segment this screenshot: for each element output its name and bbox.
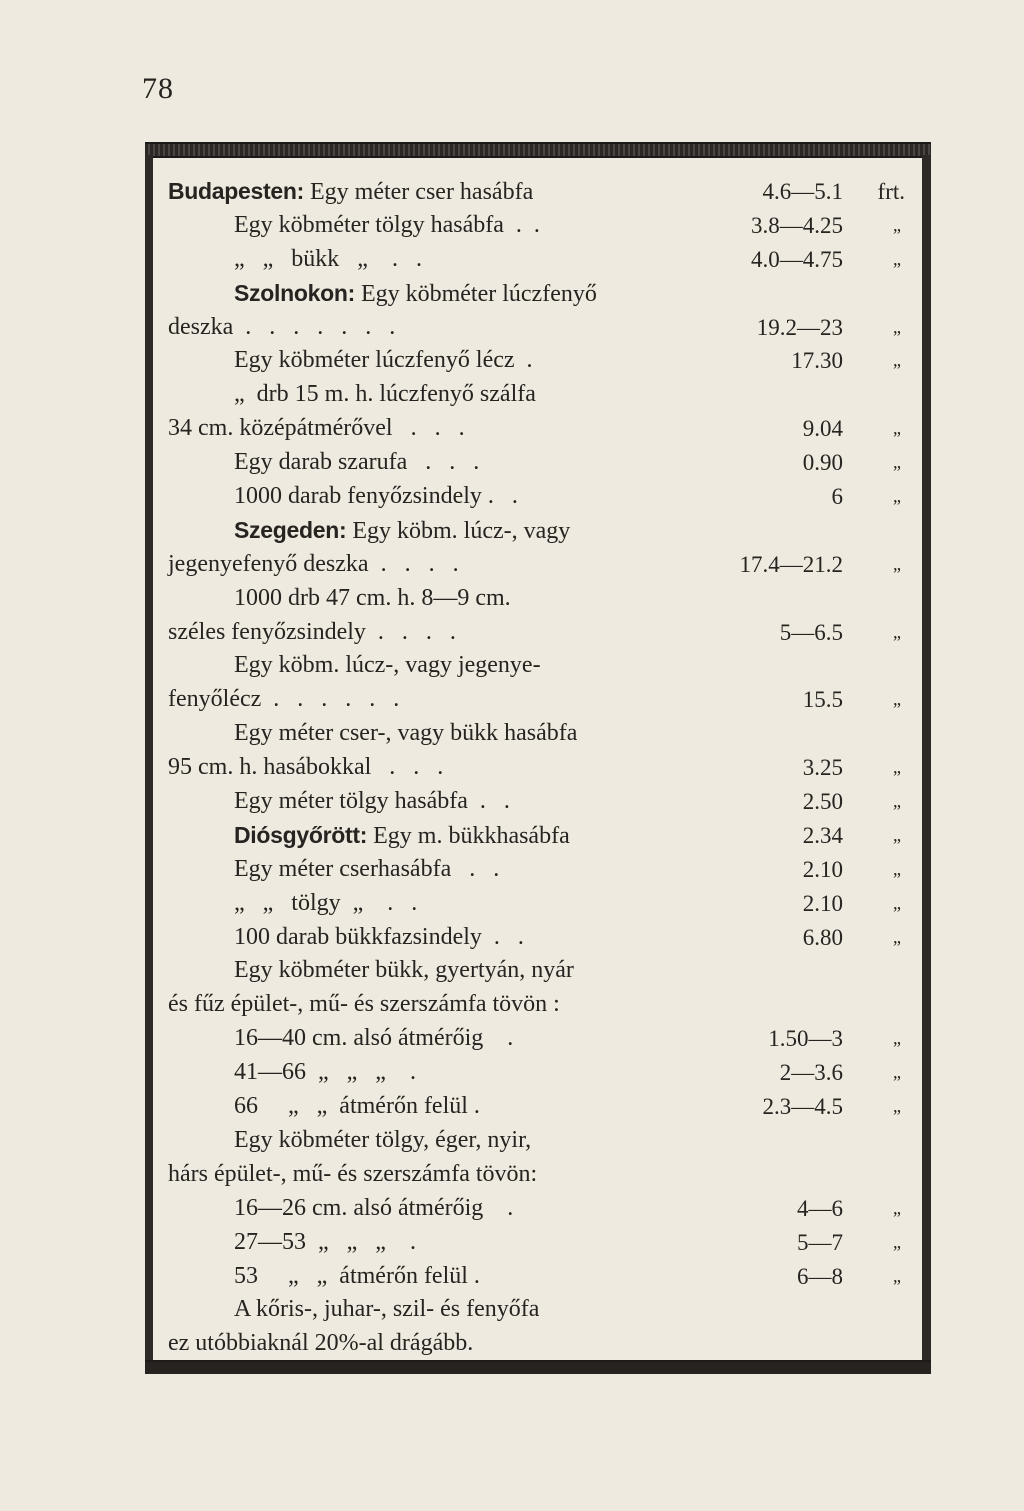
price-line xyxy=(168,887,913,921)
price-line-description xyxy=(234,1293,539,1327)
price-value: 2.10 xyxy=(802,890,843,916)
price-list xyxy=(168,175,913,1361)
price-line xyxy=(168,548,913,582)
price-line-description xyxy=(168,175,533,210)
price-unit: „ xyxy=(893,553,901,574)
item-text: Egy méter cser hasábfa xyxy=(304,179,534,205)
price-unit: „ xyxy=(893,452,901,473)
price-line-description xyxy=(168,683,399,717)
price-line-description xyxy=(234,209,540,243)
price-line xyxy=(168,1158,913,1192)
price-unit: „ xyxy=(893,418,901,439)
price-line-description xyxy=(234,243,422,277)
price-line-description xyxy=(234,819,570,854)
item-text: Egy köbm. lúcz-, vagy jegenye- xyxy=(234,652,541,679)
price-line xyxy=(168,514,913,548)
price-value: 3.25 xyxy=(802,755,843,781)
price-line-description xyxy=(234,582,511,616)
price-value: 17.4—21.2 xyxy=(739,551,843,577)
price-line-description xyxy=(168,616,456,650)
price-line xyxy=(168,1090,913,1124)
item-text: 16—26 cm. alsó átmérőig . xyxy=(234,1194,514,1221)
price-value: 4.6—5.1 xyxy=(762,179,843,204)
price-value: 2.3—4.5 xyxy=(762,1094,843,1120)
price-value: 17.30 xyxy=(791,348,843,374)
price-line-description xyxy=(234,480,518,514)
price-line-description xyxy=(168,988,560,1022)
item-text: Egy darab szarufa . . . xyxy=(234,449,480,476)
price-value: 9.04 xyxy=(802,416,843,442)
price-line xyxy=(168,175,913,209)
price-line xyxy=(168,277,913,311)
price-line xyxy=(168,344,913,378)
item-text: Egy méter tölgy hasábfa . . xyxy=(234,788,510,815)
item-text: Egy köbméter tölgy hasábfa . . xyxy=(234,211,540,238)
price-unit: „ xyxy=(893,1197,901,1218)
price-line xyxy=(168,683,913,717)
item-text: A kőris-, juhar-, szil- és fenyőfa xyxy=(234,1296,540,1323)
price-value: 6 xyxy=(831,484,843,510)
price-line xyxy=(168,446,913,480)
item-text: 27—53 „ „ „ . xyxy=(234,1228,416,1255)
price-line-description xyxy=(234,887,417,921)
price-value: 5—6.5 xyxy=(779,619,843,645)
price-value: 15.5 xyxy=(802,687,843,713)
table-frame-left-rule xyxy=(145,155,153,1360)
item-text: Egy méter cserhasábfa . . xyxy=(234,855,500,882)
item-text: 53 „ „ átmérőn felül . xyxy=(234,1262,480,1289)
price-unit: „ xyxy=(893,926,901,947)
price-value: 19.2—23 xyxy=(756,314,843,340)
price-value: 4—6 xyxy=(797,1195,843,1221)
price-value: 6—8 xyxy=(797,1263,843,1289)
price-line-description xyxy=(234,717,577,751)
price-value: 3.8—4.25 xyxy=(751,212,843,238)
price-unit: „ xyxy=(893,316,901,337)
price-line xyxy=(168,1056,913,1090)
item-text: Egy köbméter tölgy, éger, nyir, xyxy=(234,1126,532,1153)
price-value: 2.10 xyxy=(802,856,843,882)
item-text: 1000 darab fenyőzsindely . . xyxy=(234,483,518,510)
item-text: „ „ tölgy „ . . xyxy=(234,889,418,916)
price-unit: „ xyxy=(893,689,901,710)
price-line xyxy=(168,819,913,853)
item-text: Egy köbméter bükk, gyertyán, nyár xyxy=(234,957,574,984)
item-text: ez utóbbiaknál 20%-al drágább. xyxy=(168,1330,474,1357)
price-line xyxy=(168,1260,913,1294)
price-unit: „ xyxy=(893,350,901,371)
item-text: Egy méter cser-, vagy bükk hasábfa xyxy=(234,720,578,747)
price-unit: „ xyxy=(893,858,901,879)
price-line-description xyxy=(234,853,499,887)
table-frame-right-rule xyxy=(922,155,931,1360)
item-text: Egy köbm. lúcz-, vagy xyxy=(346,517,571,544)
price-line-description xyxy=(234,378,536,412)
price-line xyxy=(168,243,913,277)
price-line-description xyxy=(168,311,395,345)
price-line xyxy=(168,1192,913,1226)
price-value: 2.34 xyxy=(802,822,843,848)
item-text: Egy köbméter lúczfenyő lécz . xyxy=(234,347,533,374)
item-text: 34 cm. középátmérővel . . . xyxy=(168,415,465,442)
item-text: 100 darab bükkfazsindely . . xyxy=(234,923,524,950)
price-line xyxy=(168,1022,913,1056)
price-value: 2.50 xyxy=(802,789,843,815)
price-value: 2—3.6 xyxy=(779,1060,843,1086)
price-line-description xyxy=(234,1124,531,1158)
price-line xyxy=(168,717,913,751)
price-line-description xyxy=(234,277,597,312)
item-text: széles fenyőzsindely . . . . xyxy=(168,618,456,645)
price-line-description xyxy=(234,1260,480,1294)
price-line xyxy=(168,1124,913,1158)
price-line xyxy=(168,378,913,412)
price-unit: „ xyxy=(893,486,901,507)
price-unit: „ xyxy=(893,824,901,845)
table-frame-top-rule xyxy=(145,142,931,158)
price-unit: „ xyxy=(893,621,901,642)
item-text: 16—40 cm. alsó átmérőig . xyxy=(234,1025,514,1052)
place-name: Diósgyőrött: xyxy=(234,821,368,848)
price-line-description xyxy=(234,1022,513,1056)
place-name: Szolnokon: xyxy=(234,279,355,306)
price-line-description xyxy=(234,1056,416,1090)
price-line-description xyxy=(234,344,533,378)
price-line-description xyxy=(168,1158,537,1192)
price-unit: „ xyxy=(893,1062,901,1083)
price-line xyxy=(168,751,913,785)
price-line xyxy=(168,1293,913,1327)
item-text: Egy köbméter lúczfenyő xyxy=(354,280,597,307)
item-text: „ drb 15 m. h. lúczfenyő szálfa xyxy=(234,381,536,408)
price-line xyxy=(168,582,913,616)
price-line-description xyxy=(168,548,459,582)
price-value: 6.80 xyxy=(802,924,843,950)
item-text: 95 cm. h. hasábokkal . . . xyxy=(168,754,444,781)
price-line xyxy=(168,480,913,514)
price-unit: „ xyxy=(893,1265,901,1286)
item-text: 1000 drb 47 cm. h. 8—9 cm. xyxy=(234,584,511,611)
price-line xyxy=(168,412,913,446)
price-line-description xyxy=(234,649,541,683)
item-text: és fűz épület-, mű- és szerszámfa tövön : xyxy=(168,991,560,1018)
price-line-description xyxy=(234,1226,416,1260)
price-unit: „ xyxy=(893,1231,901,1252)
price-value: 1.50—3 xyxy=(768,1026,843,1052)
price-value: 5—7 xyxy=(797,1229,843,1255)
price-unit: „ xyxy=(893,1096,901,1117)
price-line-description xyxy=(234,921,524,955)
price-line xyxy=(168,921,913,955)
price-line xyxy=(168,954,913,988)
price-line-description xyxy=(168,1327,473,1361)
price-line-description xyxy=(234,514,570,549)
item-text: 41—66 „ „ „ . xyxy=(234,1059,416,1086)
page-number: 78 xyxy=(142,72,174,105)
price-line-description xyxy=(234,1192,513,1226)
place-name: Szegeden: xyxy=(234,516,347,543)
price-line xyxy=(168,209,913,243)
price-line xyxy=(168,988,913,1022)
price-line xyxy=(168,616,913,650)
price-line-description xyxy=(234,446,479,480)
price-line-description xyxy=(234,954,574,988)
price-unit: „ xyxy=(893,214,901,235)
item-text: Egy m. bükkhasábfa xyxy=(367,822,570,849)
price-line xyxy=(168,1327,913,1361)
price-value: 4.0—4.75 xyxy=(751,246,843,272)
item-text: „ „ bükk „ . . xyxy=(234,245,422,272)
price-line xyxy=(168,1226,913,1260)
item-text: 66 „ „ átmérőn felül . xyxy=(234,1093,480,1120)
price-unit: „ xyxy=(893,757,901,778)
price-unit: „ xyxy=(893,892,901,913)
price-line-description xyxy=(168,412,465,446)
price-value: 0.90 xyxy=(802,450,843,476)
item-text: fenyőlécz . . . . . . xyxy=(168,686,400,713)
table-frame-bottom-rule xyxy=(145,1360,931,1374)
price-unit: frt. xyxy=(877,179,905,204)
price-unit: „ xyxy=(893,248,901,269)
price-line xyxy=(168,853,913,887)
price-line xyxy=(168,311,913,345)
price-line xyxy=(168,649,913,683)
price-line-description xyxy=(234,1090,480,1124)
item-text: jegenyefenyő deszka . . . . xyxy=(168,550,459,577)
price-unit: „ xyxy=(893,791,901,812)
item-text: hárs épület-, mű- és szerszámfa tövön: xyxy=(168,1160,538,1187)
item-text: deszka . . . . . . . xyxy=(168,313,396,340)
price-unit: „ xyxy=(893,1028,901,1049)
price-line-description xyxy=(234,785,510,819)
place-name: Budapesten: xyxy=(168,178,304,204)
price-line-description xyxy=(168,751,443,785)
price-line xyxy=(168,785,913,819)
